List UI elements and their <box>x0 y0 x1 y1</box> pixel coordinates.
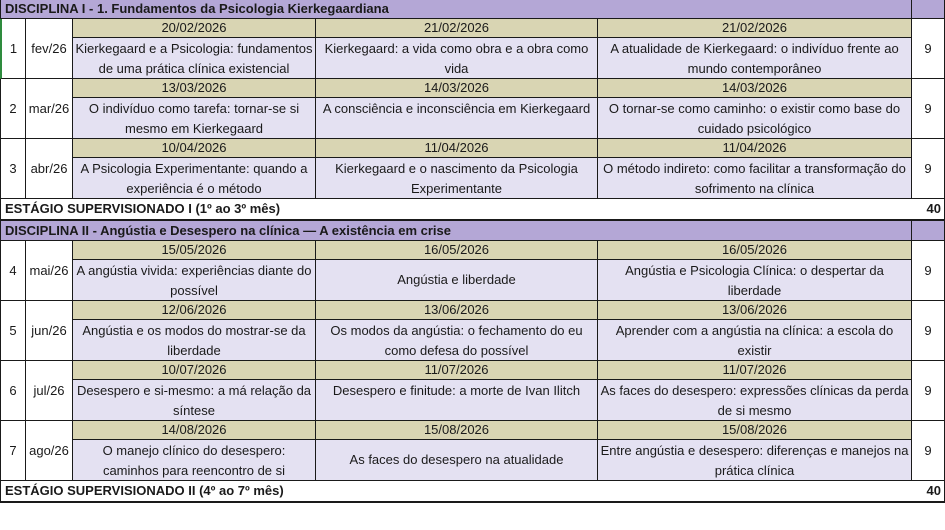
session-date: 15/08/2026 <box>598 421 912 440</box>
section-header-end <box>912 221 945 241</box>
session-topic: Aprender com a angústia na clínica: a escola do existir <box>598 320 912 361</box>
session-date: 14/03/2026 <box>598 79 912 98</box>
session-date: 12/06/2026 <box>73 301 316 320</box>
session-topic: Kierkegaard: a vida como obra e a obra como vida <box>316 38 598 79</box>
month-index: 1 <box>0 19 26 79</box>
session-date: 15/05/2026 <box>73 241 316 260</box>
session-date: 11/07/2026 <box>316 361 598 380</box>
session-date: 13/06/2026 <box>316 301 598 320</box>
month-hours: 9 <box>912 139 945 199</box>
month-label: mai/26 <box>26 241 73 301</box>
section-header-end <box>912 0 945 19</box>
month-hours: 9 <box>912 361 945 421</box>
month-label: jun/26 <box>26 301 73 361</box>
session-date: 14/08/2026 <box>73 421 316 440</box>
month-hours: 9 <box>912 421 945 481</box>
session-date: 13/06/2026 <box>598 301 912 320</box>
month-index: 5 <box>0 301 26 361</box>
month-hours: 9 <box>912 19 945 79</box>
month-hours: 9 <box>912 79 945 139</box>
stage-supervision-hours: 40 <box>912 481 945 503</box>
session-topic: Os modos da angústia: o fechamento do eu como defesa do possível <box>316 320 598 361</box>
session-topic: A angústia vivida: experiências diante do possível <box>73 260 316 301</box>
session-date: 14/03/2026 <box>316 79 598 98</box>
session-date: 16/05/2026 <box>316 241 598 260</box>
month-index: 6 <box>0 361 26 421</box>
session-date: 15/08/2026 <box>316 421 598 440</box>
session-topic: Angústia e os modos do mostrar-se da liberdade <box>73 320 316 361</box>
month-label: abr/26 <box>26 139 73 199</box>
session-topic: As faces do desespero: expressões clínicas da perda de si mesmo <box>598 380 912 421</box>
month-label: ago/26 <box>26 421 73 481</box>
stage-supervision-label: ESTÁGIO SUPERVISIONADO I (1º ao 3º mês) <box>0 199 912 221</box>
month-index: 2 <box>0 79 26 139</box>
session-topic: Desespero e si-mesmo: a má relação da síntese <box>73 380 316 421</box>
month-index: 4 <box>0 241 26 301</box>
session-date: 21/02/2026 <box>316 19 598 38</box>
session-topic: Kierkegaard e a Psicologia: fundamentos de uma prática clínica existencial <box>73 38 316 79</box>
month-label: mar/26 <box>26 79 73 139</box>
session-topic: Kierkegaard e o nascimento da Psicologia Experimentante <box>316 158 598 199</box>
section-header: DISCIPLINA I - 1. Fundamentos da Psicologia Kierkegaardiana <box>0 0 912 19</box>
section-header: DISCIPLINA II - Angústia e Desespero na clínica — A existência em crise <box>0 221 912 241</box>
session-date: 11/07/2026 <box>598 361 912 380</box>
session-topic: A consciência e inconsciência em Kierkegaard <box>316 98 598 139</box>
session-date: 11/04/2026 <box>598 139 912 158</box>
session-date: 21/02/2026 <box>598 19 912 38</box>
session-date: 10/07/2026 <box>73 361 316 380</box>
month-hours: 9 <box>912 241 945 301</box>
session-date: 13/03/2026 <box>73 79 316 98</box>
session-topic: O manejo clínico do desespero: caminhos para reencontro de si <box>73 440 316 481</box>
session-topic: O indivíduo como tarefa: tornar-se si mesmo em Kierkegaard <box>73 98 316 139</box>
session-topic: O método indireto: como facilitar a transformação do sofrimento na clínica <box>598 158 912 199</box>
month-index: 7 <box>0 421 26 481</box>
session-topic: O tornar-se como caminho: o existir como base do cuidado psicológico <box>598 98 912 139</box>
session-date: 10/04/2026 <box>73 139 316 158</box>
session-topic: A atualidade de Kierkegaard: o indivíduo frente ao mundo contemporâneo <box>598 38 912 79</box>
session-date: 16/05/2026 <box>598 241 912 260</box>
stage-supervision-hours: 40 <box>912 199 945 221</box>
session-topic: Desespero e finitude: a morte de Ivan Ilitch <box>316 380 598 421</box>
session-topic: Angústia e Psicologia Clínica: o despertar da liberdade <box>598 260 912 301</box>
session-topic: Entre angústia e desespero: diferenças e manejos na prática clínica <box>598 440 912 481</box>
stage-supervision-label: ESTÁGIO SUPERVISIONADO II (4º ao 7º mês) <box>0 481 912 503</box>
month-hours: 9 <box>912 301 945 361</box>
month-index: 3 <box>0 139 26 199</box>
session-topic: A Psicologia Experimentante: quando a experiência é o método <box>73 158 316 199</box>
month-label: fev/26 <box>26 19 73 79</box>
session-topic: As faces do desespero na atualidade <box>316 440 598 481</box>
session-date: 11/04/2026 <box>316 139 598 158</box>
session-topic: Angústia e liberdade <box>316 260 598 301</box>
session-date: 20/02/2026 <box>73 19 316 38</box>
month-label: jul/26 <box>26 361 73 421</box>
